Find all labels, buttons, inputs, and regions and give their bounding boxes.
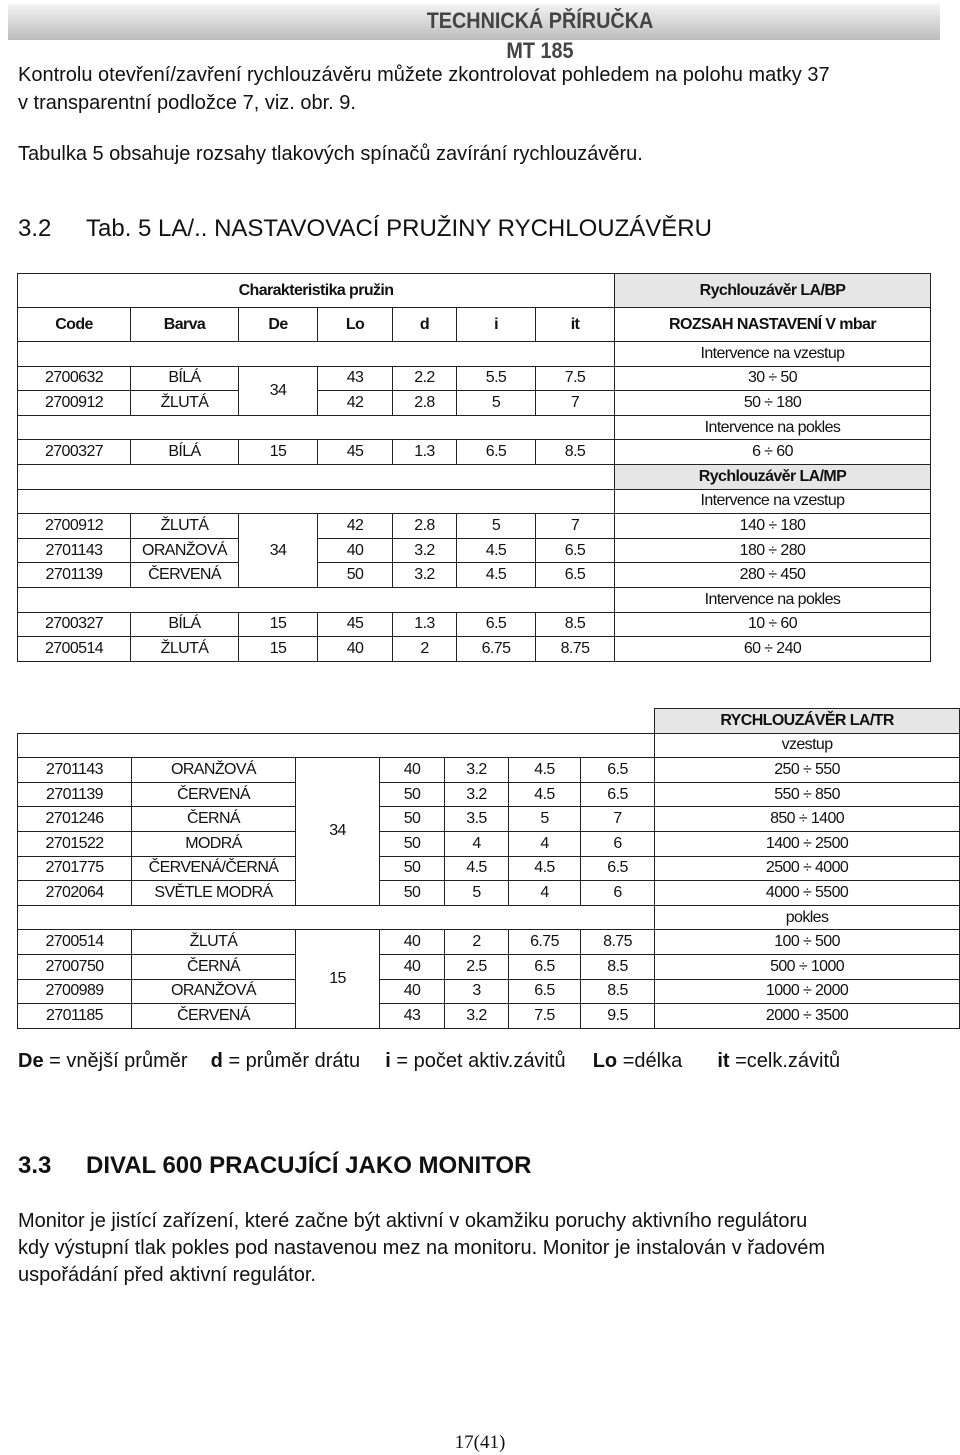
cell-color: BÍLÁ (131, 440, 239, 465)
cell-d: 4 (445, 831, 509, 856)
cell-lo: 40 (380, 930, 445, 955)
intro-line-1: Kontrolu otevření/zavření rychlouzávěru můžete zkontrolovat pohledem na polohu matky 37 (18, 64, 830, 86)
sub-pokles: pokles (655, 905, 960, 930)
cell-range: 10 ÷ 60 (615, 612, 931, 637)
page-subtitle: MT 185 (506, 38, 574, 63)
cell-lo: 40 (380, 979, 445, 1004)
intro-line-2: v transparentní podložce 7, viz. obr. 9. (18, 92, 356, 114)
cell-code: 2701143 (18, 538, 131, 563)
legend-de-value: = vnější průměr (49, 1050, 188, 1072)
cell-i: 5 (457, 514, 536, 539)
cell-range: 1000 ÷ 2000 (655, 979, 960, 1004)
spacer-cell (18, 415, 615, 440)
section-number: 3.2 (18, 215, 52, 242)
spacer-cell (18, 733, 655, 758)
cell-it: 9.5 (581, 1004, 655, 1029)
table-row (18, 538, 931, 563)
cell-d: 3.2 (393, 563, 457, 588)
spring-table-la-tr (17, 708, 960, 1029)
table-row (18, 514, 931, 539)
cell-code: 2700514 (18, 930, 132, 955)
cell-i: 5 (457, 391, 536, 416)
legend-lo-value: =délka (622, 1050, 683, 1072)
cell-d: 2 (393, 637, 457, 662)
legend-lo-key: Lo (592, 1050, 618, 1072)
table-row (18, 391, 931, 416)
cell-range: 140 ÷ 180 (615, 514, 931, 539)
col-lo: Lo (318, 308, 393, 342)
cell-d: 1.3 (393, 612, 457, 637)
sub-intervence-up: Intervence na vzestup (615, 489, 931, 514)
table-row (18, 1004, 960, 1029)
cell-it: 7 (536, 514, 615, 539)
cell-color: ČERNÁ (132, 807, 296, 832)
cell-code: 2701143 (18, 758, 132, 783)
cell-lo: 50 (380, 856, 445, 881)
cell-i: 5 (509, 807, 581, 832)
legend-i-value: = počet aktiv.závitů (396, 1050, 566, 1072)
cell-color: ČERVENÁ (132, 782, 296, 807)
cell-lo: 40 (318, 538, 393, 563)
cell-de: 15 (239, 612, 318, 637)
cell-de: 15 (239, 637, 318, 662)
cell-de: 34 (239, 366, 318, 415)
cell-range: 2500 ÷ 4000 (655, 856, 960, 881)
cell-i: 4.5 (509, 782, 581, 807)
section-title: DIVAL 600 PRACUJÍCÍ JAKO MONITOR (86, 1152, 532, 1179)
table-row (18, 637, 931, 662)
table-row (18, 440, 931, 465)
cell-de: 15 (296, 930, 380, 1028)
cell-it: 6.5 (581, 782, 655, 807)
cell-d: 2 (445, 930, 509, 955)
cell-d: 3.2 (445, 758, 509, 783)
cell-lo: 50 (380, 807, 445, 832)
spacer-cell (18, 587, 615, 612)
section-title: Tab. 5 LA/.. NASTAVOVACÍ PRUŽINY RYCHLOUZÁVĚRU (86, 215, 712, 242)
table-row (18, 856, 960, 881)
col-d: d (393, 308, 457, 342)
cell-d: 2.8 (393, 514, 457, 539)
cell-i: 7.5 (509, 1004, 581, 1029)
cell-d: 3.2 (445, 1004, 509, 1029)
cell-range: 550 ÷ 850 (655, 782, 960, 807)
page-number: 17(41) (454, 1432, 506, 1453)
cell-i: 4 (509, 831, 581, 856)
spacer-cell (18, 464, 615, 489)
cell-it: 6.5 (581, 758, 655, 783)
cell-it: 8.75 (536, 637, 615, 662)
head-la-mp: Rychlouzávěr LA/MP (615, 464, 931, 489)
cell-de: 34 (296, 758, 380, 906)
cell-range: 60 ÷ 240 (615, 637, 931, 662)
cell-code: 2700327 (18, 612, 131, 637)
head-spring-characteristics: Charakteristika pružin (18, 274, 615, 308)
table-row (18, 612, 931, 637)
cell-i: 4.5 (457, 538, 536, 563)
cell-it: 6.5 (536, 538, 615, 563)
cell-it: 6.5 (581, 856, 655, 881)
cell-range: 850 ÷ 1400 (655, 807, 960, 832)
cell-color: ORANŽOVÁ (132, 979, 296, 1004)
page-title: TECHNICKÁ PŘÍRUČKA (426, 8, 654, 33)
cell-code: 2700750 (18, 954, 132, 979)
cell-code: 2701185 (18, 1004, 132, 1029)
cell-range: 1400 ÷ 2500 (655, 831, 960, 856)
cell-lo: 40 (380, 954, 445, 979)
cell-range: 30 ÷ 50 (615, 366, 931, 391)
table-row (18, 979, 960, 1004)
cell-i: 6.5 (457, 612, 536, 637)
cell-it: 7 (536, 391, 615, 416)
spacer-cell (18, 709, 655, 734)
cell-d: 5 (445, 881, 509, 906)
cell-i: 4.5 (509, 758, 581, 783)
cell-it: 8.75 (581, 930, 655, 955)
cell-d: 1.3 (393, 440, 457, 465)
cell-code: 2701139 (18, 782, 132, 807)
cell-range: 100 ÷ 500 (655, 930, 960, 955)
cell-i: 4.5 (457, 563, 536, 588)
cell-d: 3.5 (445, 807, 509, 832)
spacer-cell (18, 489, 615, 514)
cell-lo: 43 (318, 366, 393, 391)
cell-it: 8.5 (581, 979, 655, 1004)
cell-range: 180 ÷ 280 (615, 538, 931, 563)
cell-d: 2.5 (445, 954, 509, 979)
cell-de: 15 (239, 440, 318, 465)
cell-lo: 45 (318, 440, 393, 465)
table-row (18, 807, 960, 832)
cell-d: 3.2 (393, 538, 457, 563)
cell-color: ŽLUTÁ (131, 391, 239, 416)
monitor-line-2: kdy výstupní tlak pokles pod nastavenou mez na monitoru. Monitor je instalován v řadovém (18, 1237, 826, 1259)
cell-lo: 40 (318, 637, 393, 662)
cell-d: 2.2 (393, 366, 457, 391)
col-code: Code (18, 308, 131, 342)
cell-lo: 50 (380, 782, 445, 807)
cell-range: 2000 ÷ 3500 (655, 1004, 960, 1029)
cell-color: SVĚTLE MODRÁ (132, 881, 296, 906)
cell-code: 2700327 (18, 440, 131, 465)
cell-color: ORANŽOVÁ (132, 758, 296, 783)
cell-i: 5.5 (457, 366, 536, 391)
section-heading-3-2 (18, 215, 712, 243)
cell-i: 6.5 (509, 954, 581, 979)
cell-range: 50 ÷ 180 (615, 391, 931, 416)
cell-d: 3 (445, 979, 509, 1004)
cell-code: 2702064 (18, 881, 132, 906)
spacer-cell (18, 905, 655, 930)
cell-code: 2701139 (18, 563, 131, 588)
cell-it: 7.5 (536, 366, 615, 391)
cell-it: 8.5 (536, 612, 615, 637)
symbol-legend (18, 1050, 840, 1073)
cell-i: 4.5 (509, 856, 581, 881)
col-range: ROZSAH NASTAVENÍ V mbar (615, 308, 931, 342)
cell-d: 4.5 (445, 856, 509, 881)
cell-code: 2701522 (18, 831, 132, 856)
cell-it: 8.5 (536, 440, 615, 465)
cell-code: 2700514 (18, 637, 131, 662)
intro-line-3: Tabulka 5 obsahuje rozsahy tlakových spínačů zavírání rychlouzávěru. (18, 143, 643, 165)
cell-it: 8.5 (581, 954, 655, 979)
col-i: i (457, 308, 536, 342)
table-row (18, 366, 931, 391)
table-row (18, 782, 960, 807)
legend-it-key: it (717, 1050, 730, 1072)
cell-d: 2.8 (393, 391, 457, 416)
col-barva: Barva (131, 308, 239, 342)
cell-color: BÍLÁ (131, 612, 239, 637)
cell-color: MODRÁ (132, 831, 296, 856)
cell-color: ČERVENÁ (131, 563, 239, 588)
cell-range: 6 ÷ 60 (615, 440, 931, 465)
cell-i: 6.5 (457, 440, 536, 465)
cell-color: ČERVENÁ (132, 1004, 296, 1029)
cell-range: 500 ÷ 1000 (655, 954, 960, 979)
table-row (18, 831, 960, 856)
cell-lo: 43 (380, 1004, 445, 1029)
col-it: it (536, 308, 615, 342)
sub-intervence-up: Intervence na vzestup (615, 342, 931, 367)
section-heading-3-3 (18, 1152, 531, 1180)
legend-d-value: = průměr drátu (228, 1050, 361, 1072)
cell-code: 2700632 (18, 366, 131, 391)
sub-intervence-down: Intervence na pokles (615, 587, 931, 612)
cell-d: 3.2 (445, 782, 509, 807)
cell-it: 6 (581, 881, 655, 906)
col-de: De (239, 308, 318, 342)
cell-i: 6.75 (457, 637, 536, 662)
cell-code: 2701246 (18, 807, 132, 832)
cell-color: BÍLÁ (131, 366, 239, 391)
cell-color: ČERVENÁ/ČERNÁ (132, 856, 296, 881)
cell-color: ORANŽOVÁ (131, 538, 239, 563)
cell-range: 250 ÷ 550 (655, 758, 960, 783)
cell-lo: 45 (318, 612, 393, 637)
spring-table-la-bp-mp (17, 273, 931, 662)
monitor-line-1: Monitor je jistící zařízení, které začne být aktivní v okamžiku poruchy aktivního regulátoru (18, 1210, 808, 1232)
cell-i: 4 (509, 881, 581, 906)
table-row (18, 954, 960, 979)
legend-d-key: d (210, 1050, 223, 1072)
cell-color: ŽLUTÁ (131, 637, 239, 662)
cell-lo: 42 (318, 514, 393, 539)
monitor-line-3: uspořádání před aktivní regulátor. (18, 1264, 316, 1286)
table-row (18, 881, 960, 906)
cell-color: ŽLUTÁ (131, 514, 239, 539)
cell-lo: 50 (380, 831, 445, 856)
section-number: 3.3 (18, 1152, 52, 1179)
cell-code: 2701775 (18, 856, 132, 881)
cell-code: 2700912 (18, 514, 131, 539)
cell-lo: 50 (318, 563, 393, 588)
cell-it: 7 (581, 807, 655, 832)
cell-lo: 50 (380, 881, 445, 906)
sub-intervence-down: Intervence na pokles (615, 415, 931, 440)
table-row (18, 563, 931, 588)
legend-i-key: i (385, 1050, 391, 1072)
cell-i: 6.75 (509, 930, 581, 955)
cell-range: 280 ÷ 450 (615, 563, 931, 588)
table-row (18, 930, 960, 955)
legend-it-value: =celk.závitů (735, 1050, 841, 1072)
cell-color: ŽLUTÁ (132, 930, 296, 955)
cell-code: 2700989 (18, 979, 132, 1004)
head-la-tr: RYCHLOUZÁVĚR LA/TR (655, 709, 960, 734)
cell-it: 6 (581, 831, 655, 856)
head-la-bp: Rychlouzávěr LA/BP (615, 274, 931, 308)
cell-de: 34 (239, 514, 318, 588)
cell-lo: 42 (318, 391, 393, 416)
table-row (18, 758, 960, 783)
cell-it: 6.5 (536, 563, 615, 588)
cell-range: 4000 ÷ 5500 (655, 881, 960, 906)
spacer-cell (18, 342, 615, 367)
cell-lo: 40 (380, 758, 445, 783)
cell-code: 2700912 (18, 391, 131, 416)
sub-vzestup: vzestup (655, 733, 960, 758)
cell-i: 6.5 (509, 979, 581, 1004)
legend-de-key: De (18, 1050, 44, 1072)
cell-color: ČERNÁ (132, 954, 296, 979)
